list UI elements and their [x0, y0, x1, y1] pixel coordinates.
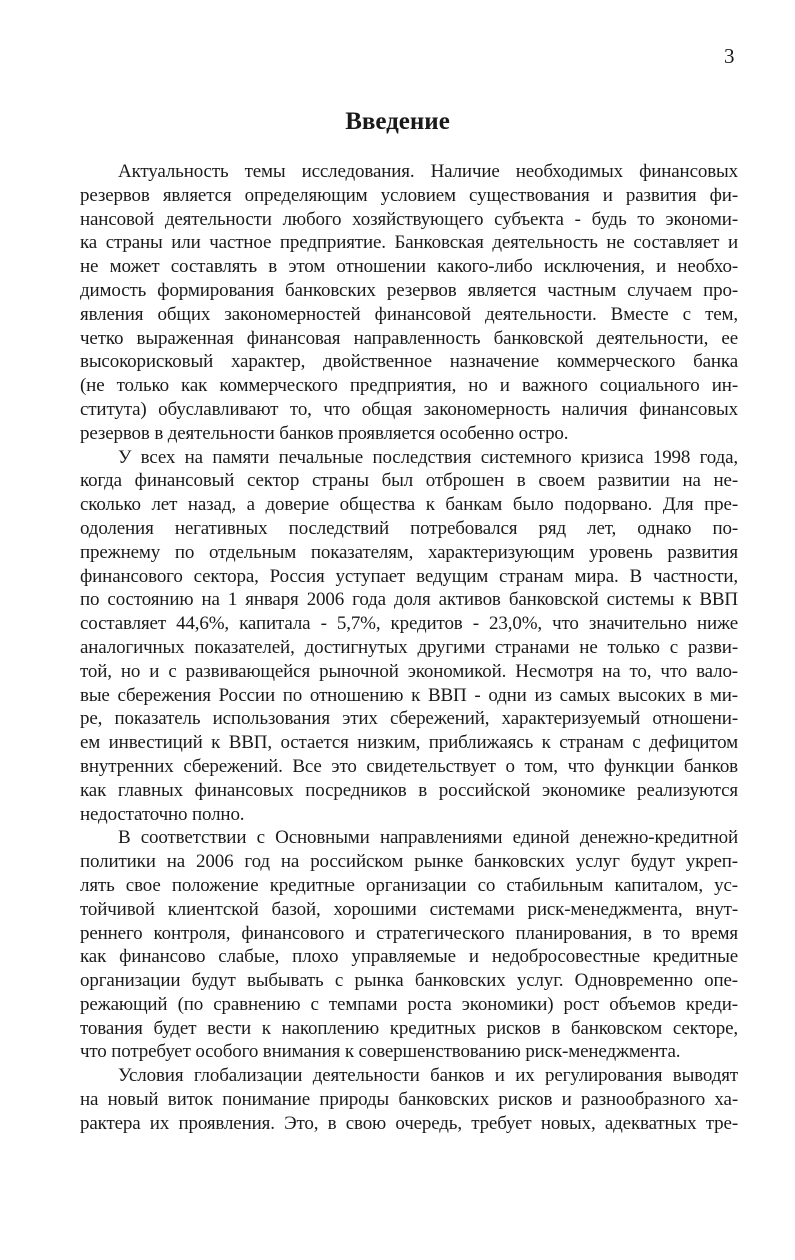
text-line: явления общих закономерностей финансовой деятельности. Вместе с тем,: [80, 303, 738, 325]
text-line: ем инвестиций к ВВП, остается низким, приближаясь к странам с дефицитом: [80, 732, 738, 754]
text-line: на новый виток понимание природы банковских рисков и разнообразного ха-: [80, 1089, 738, 1111]
text-line: финансового сектора, Россия уступает ведущим странам мира. В частности,: [80, 565, 738, 587]
text-line: одоления негативных последствий потребовался ряд лет, однако по-: [80, 517, 738, 539]
text-line: ре, показатель использования этих сбережений, характеризуемый отношени-: [80, 708, 738, 730]
text-line: политики на 2006 год на российском рынке банковских услуг будут укреп-: [80, 851, 738, 873]
text-line: прежнему по отдельным показателям, характеризующим уровень развития: [80, 541, 738, 563]
text-line: У всех на памяти печальные последствия системного кризиса 1998 года,: [118, 446, 738, 468]
page-title: Введение: [345, 108, 450, 135]
text-line: вые сбережения России по отношению к ВВП - одни из самых высоких в ми-: [80, 684, 738, 706]
document-body: [80, 160, 738, 1136]
text-line: когда финансовый сектор страны был отброшен в своем развитии на не-: [80, 470, 738, 492]
text-line: аналогичных показателей, достигнутых другими странами не только с разви-: [80, 636, 738, 658]
text-line: той, но и с развивающейся рыночной экономикой. Несмотря на то, что вало-: [80, 660, 738, 682]
text-line: нансовой деятельности любого хозяйствующего субъекта - будь то экономи-: [80, 208, 738, 230]
text-line: реннего контроля, финансового и стратегического планирования, в то время: [80, 922, 738, 944]
text-line: недостаточно полно.: [80, 803, 245, 825]
text-line: резервов в деятельности банков проявляется особенно остро.: [80, 422, 569, 444]
text-line: по состоянию на 1 января 2006 года доля активов банковской системы к ВВП: [80, 589, 738, 611]
text-line: В соответствии с Основными направлениями единой денежно-кредитной: [118, 827, 738, 849]
text-line: (не только как коммерческого предприятия, но и важного социального ин-: [80, 375, 738, 397]
text-line: не может составлять в этом отношении какого-либо исключения, и необхо-: [80, 256, 738, 278]
text-line: как главных финансовых посредников в российской экономике реализуются: [80, 779, 738, 801]
text-line: что потребует особого внимания к совершенствованию риск-менеджмента.: [80, 1041, 681, 1063]
text-line: как финансово слабые, плохо управляемые и недобросовестные кредитные: [80, 946, 738, 968]
text-line: димость формирования банковских резервов является частным случаем про-: [80, 279, 738, 301]
text-line: тования будет вести к накоплению кредитных рисков в банковском секторе,: [80, 1017, 738, 1039]
text-line: сколько лет назад, а доверие общества к банкам было подорвано. Для пре-: [80, 494, 738, 516]
page-number: 3: [724, 44, 735, 68]
text-line: ститута) обуславливают то, что общая закономерность наличия финансовых: [80, 398, 738, 420]
text-line: режающий (по сравнению с темпами роста экономики) рост объемов креди-: [80, 993, 738, 1015]
text-line: тойчивой клиентской базой, хорошими системами риск-менеджмента, внут-: [80, 898, 738, 920]
paragraph: [80, 1064, 738, 1135]
text-line: внутренних сбережений. Все это свидетельствует о том, что функции банков: [80, 755, 738, 777]
text-line: ка страны или частное предприятие. Банковская деятельность не составляет и: [80, 232, 738, 254]
text-line: лять свое положение кредитные организации со стабильным капиталом, ус-: [80, 874, 738, 896]
text-line: четко выраженная финансовая направленность банковской деятельности, ее: [80, 327, 738, 349]
text-line: Актуальность темы исследования. Наличие необходимых финансовых: [118, 161, 738, 182]
paragraph: [80, 826, 738, 1064]
text-line: составляет 44,6%, капитала - 5,7%, кредитов - 23,0%, что значительно ниже: [80, 613, 738, 635]
text-line: рактера их проявления. Это, в свою очередь, требует новых, адекватных тре-: [80, 1112, 738, 1134]
text-line: высокорисковый характер, двойственное назначение коммерческого банка: [80, 351, 738, 373]
paragraph: [80, 446, 738, 827]
paragraph: [80, 160, 738, 446]
text-line: организации будут выбывать с рынка банковских услуг. Одновременно опе-: [80, 970, 738, 992]
text-line: Условия глобализации деятельности банков и их регулирования выводят: [118, 1065, 738, 1087]
text-line: резервов является определяющим условием существования и развития фи-: [80, 184, 738, 206]
